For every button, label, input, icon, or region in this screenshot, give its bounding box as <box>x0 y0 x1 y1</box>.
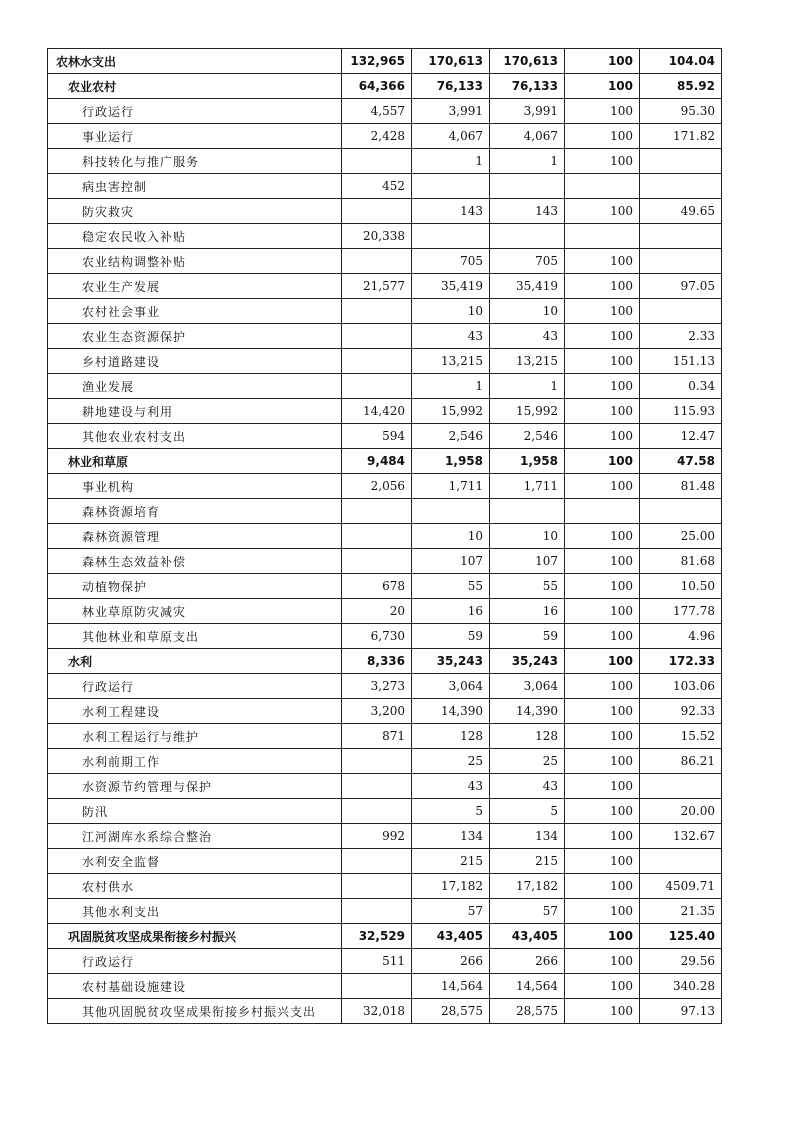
row-value-col-1: 594 <box>342 424 412 449</box>
row-item-name: 病虫害控制 <box>48 174 342 199</box>
row-value-col-2: 35,419 <box>412 274 490 299</box>
row-item-name: 农村社会事业 <box>48 299 342 324</box>
row-value-col-3: 5 <box>490 799 565 824</box>
row-item-name: 森林生态效益补偿 <box>48 549 342 574</box>
table-row <box>48 699 722 724</box>
row-value-col-1: 6,730 <box>342 624 412 649</box>
row-value-col-4: 100 <box>565 699 640 724</box>
row-value-col-5: 49.65 <box>640 199 722 224</box>
row-value-col-5: 115.93 <box>640 399 722 424</box>
row-value-col-1 <box>342 974 412 999</box>
row-value-col-3: 76,133 <box>490 74 565 99</box>
row-value-col-1: 21,577 <box>342 274 412 299</box>
table-row <box>48 249 722 274</box>
row-value-col-1 <box>342 524 412 549</box>
row-item-name: 巩固脱贫攻坚成果衔接乡村振兴 <box>48 924 342 949</box>
row-value-col-5: 29.56 <box>640 949 722 974</box>
row-value-col-4: 100 <box>565 874 640 899</box>
row-item-name: 行政运行 <box>48 674 342 699</box>
row-value-col-2: 1,711 <box>412 474 490 499</box>
row-item-name: 行政运行 <box>48 99 342 124</box>
row-item-name: 其他农业农村支出 <box>48 424 342 449</box>
row-value-col-4: 100 <box>565 249 640 274</box>
row-value-col-1: 2,428 <box>342 124 412 149</box>
row-value-col-4: 100 <box>565 824 640 849</box>
row-value-col-1 <box>342 349 412 374</box>
table-row-category <box>48 449 722 474</box>
table-row <box>48 499 722 524</box>
table-row <box>48 299 722 324</box>
row-item-name: 水利 <box>48 649 342 674</box>
row-value-col-2: 17,182 <box>412 874 490 899</box>
table-row <box>48 949 722 974</box>
row-value-col-1: 64,366 <box>342 74 412 99</box>
table-row <box>48 199 722 224</box>
row-item-name: 渔业发展 <box>48 374 342 399</box>
row-value-col-5 <box>640 224 722 249</box>
row-value-col-4: 100 <box>565 349 640 374</box>
row-value-col-3: 16 <box>490 599 565 624</box>
row-item-name: 科技转化与推广服务 <box>48 149 342 174</box>
row-value-col-3: 1 <box>490 149 565 174</box>
table-row <box>48 99 722 124</box>
row-value-col-2: 57 <box>412 899 490 924</box>
table-row <box>48 399 722 424</box>
row-value-col-5: 15.52 <box>640 724 722 749</box>
table-row <box>48 624 722 649</box>
row-item-name: 农林水支出 <box>48 49 342 74</box>
table-row <box>48 474 722 499</box>
row-value-col-5 <box>640 774 722 799</box>
row-value-col-5: 2.33 <box>640 324 722 349</box>
table-row <box>48 899 722 924</box>
row-value-col-4: 100 <box>565 649 640 674</box>
row-item-name: 耕地建设与利用 <box>48 399 342 424</box>
row-value-col-4: 100 <box>565 274 640 299</box>
row-value-col-5: 20.00 <box>640 799 722 824</box>
row-item-name: 事业运行 <box>48 124 342 149</box>
row-value-col-2: 10 <box>412 524 490 549</box>
row-value-col-5: 97.13 <box>640 999 722 1024</box>
row-value-col-2 <box>412 174 490 199</box>
row-value-col-4: 100 <box>565 799 640 824</box>
row-value-col-5: 81.68 <box>640 549 722 574</box>
row-value-col-4: 100 <box>565 924 640 949</box>
row-value-col-4: 100 <box>565 49 640 74</box>
row-item-name: 其他林业和草原支出 <box>48 624 342 649</box>
row-value-col-1: 511 <box>342 949 412 974</box>
row-item-name: 防灾救灾 <box>48 199 342 224</box>
row-value-col-4: 100 <box>565 524 640 549</box>
table-row <box>48 224 722 249</box>
row-value-col-2: 5 <box>412 799 490 824</box>
table-row <box>48 124 722 149</box>
row-value-col-5: 125.40 <box>640 924 722 949</box>
row-value-col-3: 28,575 <box>490 999 565 1024</box>
row-value-col-1 <box>342 899 412 924</box>
row-value-col-1: 992 <box>342 824 412 849</box>
row-value-col-2: 15,992 <box>412 399 490 424</box>
row-value-col-4: 100 <box>565 574 640 599</box>
row-item-name: 水利工程运行与维护 <box>48 724 342 749</box>
row-value-col-4: 100 <box>565 299 640 324</box>
row-value-col-2: 13,215 <box>412 349 490 374</box>
row-value-col-3: 25 <box>490 749 565 774</box>
row-value-col-3: 143 <box>490 199 565 224</box>
row-value-col-2: 705 <box>412 249 490 274</box>
table-row <box>48 999 722 1024</box>
row-item-name: 其他水利支出 <box>48 899 342 924</box>
row-value-col-5: 12.47 <box>640 424 722 449</box>
row-value-col-2: 4,067 <box>412 124 490 149</box>
row-value-col-1 <box>342 849 412 874</box>
row-value-col-2: 14,390 <box>412 699 490 724</box>
row-value-col-1: 32,529 <box>342 924 412 949</box>
row-value-col-3: 35,419 <box>490 274 565 299</box>
row-value-col-1: 9,484 <box>342 449 412 474</box>
table-row <box>48 849 722 874</box>
row-value-col-1 <box>342 199 412 224</box>
row-item-name: 防汛 <box>48 799 342 824</box>
row-value-col-1: 132,965 <box>342 49 412 74</box>
row-value-col-3: 43 <box>490 774 565 799</box>
budget-table <box>47 48 722 1024</box>
row-value-col-3: 215 <box>490 849 565 874</box>
row-value-col-4: 100 <box>565 74 640 99</box>
row-value-col-3: 59 <box>490 624 565 649</box>
row-value-col-4: 100 <box>565 899 640 924</box>
row-value-col-5: 172.33 <box>640 649 722 674</box>
table-row <box>48 874 722 899</box>
row-value-col-1: 20,338 <box>342 224 412 249</box>
row-value-col-5: 85.92 <box>640 74 722 99</box>
row-value-col-4: 100 <box>565 474 640 499</box>
row-item-name: 行政运行 <box>48 949 342 974</box>
row-value-col-3: 134 <box>490 824 565 849</box>
row-value-col-2: 35,243 <box>412 649 490 674</box>
row-value-col-2: 59 <box>412 624 490 649</box>
row-value-col-3: 17,182 <box>490 874 565 899</box>
row-item-name: 水利前期工作 <box>48 749 342 774</box>
row-value-col-2: 10 <box>412 299 490 324</box>
row-value-col-4: 100 <box>565 724 640 749</box>
row-value-col-5: 151.13 <box>640 349 722 374</box>
row-item-name: 林业草原防灾减灾 <box>48 599 342 624</box>
table-row <box>48 974 722 999</box>
row-value-col-1 <box>342 799 412 824</box>
row-value-col-3: 15,992 <box>490 399 565 424</box>
row-value-col-3: 170,613 <box>490 49 565 74</box>
row-value-col-5: 81.48 <box>640 474 722 499</box>
row-value-col-2: 1 <box>412 149 490 174</box>
table-row <box>48 549 722 574</box>
row-value-col-1 <box>342 374 412 399</box>
row-value-col-2: 43 <box>412 774 490 799</box>
row-value-col-1: 2,056 <box>342 474 412 499</box>
row-item-name: 水利安全监督 <box>48 849 342 874</box>
row-value-col-5: 86.21 <box>640 749 722 774</box>
row-value-col-3: 107 <box>490 549 565 574</box>
row-value-col-4: 100 <box>565 974 640 999</box>
row-value-col-1: 20 <box>342 599 412 624</box>
table-body <box>48 49 722 1024</box>
row-item-name: 林业和草原 <box>48 449 342 474</box>
row-value-col-2: 3,064 <box>412 674 490 699</box>
row-value-col-2: 128 <box>412 724 490 749</box>
table-row-category <box>48 74 722 99</box>
row-value-col-4 <box>565 174 640 199</box>
row-item-name: 农业生态资源保护 <box>48 324 342 349</box>
row-value-col-5: 25.00 <box>640 524 722 549</box>
row-item-name: 农业农村 <box>48 74 342 99</box>
row-value-col-4 <box>565 224 640 249</box>
table-row <box>48 599 722 624</box>
row-value-col-1 <box>342 499 412 524</box>
row-value-col-4: 100 <box>565 149 640 174</box>
row-value-col-5: 47.58 <box>640 449 722 474</box>
row-value-col-1: 3,200 <box>342 699 412 724</box>
row-value-col-4: 100 <box>565 849 640 874</box>
row-value-col-1 <box>342 299 412 324</box>
row-value-col-1 <box>342 549 412 574</box>
row-value-col-1 <box>342 149 412 174</box>
row-value-col-1 <box>342 324 412 349</box>
table-row-category <box>48 649 722 674</box>
row-item-name: 森林资源管理 <box>48 524 342 549</box>
row-value-col-5: 97.05 <box>640 274 722 299</box>
row-value-col-1: 678 <box>342 574 412 599</box>
row-value-col-3: 57 <box>490 899 565 924</box>
table-row <box>48 274 722 299</box>
row-value-col-3 <box>490 224 565 249</box>
row-item-name: 事业机构 <box>48 474 342 499</box>
row-value-col-5: 4.96 <box>640 624 722 649</box>
row-value-col-4: 100 <box>565 449 640 474</box>
row-value-col-3: 43,405 <box>490 924 565 949</box>
row-value-col-2: 43,405 <box>412 924 490 949</box>
row-value-col-5: 340.28 <box>640 974 722 999</box>
row-item-name: 动植物保护 <box>48 574 342 599</box>
row-value-col-3: 1 <box>490 374 565 399</box>
row-value-col-2: 25 <box>412 749 490 774</box>
row-value-col-4: 100 <box>565 999 640 1024</box>
row-value-col-4: 100 <box>565 99 640 124</box>
row-value-col-1 <box>342 874 412 899</box>
row-value-col-5 <box>640 249 722 274</box>
row-value-col-3 <box>490 174 565 199</box>
row-value-col-3: 35,243 <box>490 649 565 674</box>
table-row <box>48 149 722 174</box>
row-value-col-3: 705 <box>490 249 565 274</box>
row-item-name: 农村基础设施建设 <box>48 974 342 999</box>
row-item-name: 江河湖库水系综合整治 <box>48 824 342 849</box>
row-value-col-5 <box>640 149 722 174</box>
row-value-col-2: 2,546 <box>412 424 490 449</box>
table-row <box>48 749 722 774</box>
row-value-col-4: 100 <box>565 399 640 424</box>
row-value-col-4 <box>565 499 640 524</box>
row-value-col-3: 10 <box>490 299 565 324</box>
row-value-col-3: 2,546 <box>490 424 565 449</box>
table-row <box>48 674 722 699</box>
row-value-col-3: 55 <box>490 574 565 599</box>
row-value-col-5 <box>640 499 722 524</box>
row-value-col-2: 16 <box>412 599 490 624</box>
row-value-col-5: 177.78 <box>640 599 722 624</box>
row-value-col-2: 1,958 <box>412 449 490 474</box>
row-item-name: 农业结构调整补贴 <box>48 249 342 274</box>
row-value-col-3 <box>490 499 565 524</box>
row-value-col-4: 100 <box>565 949 640 974</box>
table-row <box>48 424 722 449</box>
row-value-col-3: 14,390 <box>490 699 565 724</box>
row-value-col-4: 100 <box>565 749 640 774</box>
table-row <box>48 524 722 549</box>
row-value-col-4: 100 <box>565 549 640 574</box>
row-value-col-5: 0.34 <box>640 374 722 399</box>
row-value-col-5: 4509.71 <box>640 874 722 899</box>
table-row <box>48 774 722 799</box>
table-row <box>48 174 722 199</box>
row-value-col-4: 100 <box>565 324 640 349</box>
row-value-col-5 <box>640 299 722 324</box>
row-value-col-3: 3,064 <box>490 674 565 699</box>
table-row <box>48 324 722 349</box>
row-value-col-2: 170,613 <box>412 49 490 74</box>
row-value-col-2 <box>412 224 490 249</box>
row-value-col-2: 143 <box>412 199 490 224</box>
row-value-col-1 <box>342 774 412 799</box>
row-value-col-1: 452 <box>342 174 412 199</box>
row-value-col-4: 100 <box>565 624 640 649</box>
table-row-category <box>48 924 722 949</box>
row-item-name: 水资源节约管理与保护 <box>48 774 342 799</box>
row-value-col-4: 100 <box>565 774 640 799</box>
row-value-col-5: 21.35 <box>640 899 722 924</box>
row-item-name: 稳定农民收入补贴 <box>48 224 342 249</box>
table-row <box>48 724 722 749</box>
row-value-col-4: 100 <box>565 374 640 399</box>
row-value-col-3: 10 <box>490 524 565 549</box>
row-value-col-1: 14,420 <box>342 399 412 424</box>
row-value-col-3: 43 <box>490 324 565 349</box>
row-value-col-5: 10.50 <box>640 574 722 599</box>
row-value-col-3: 3,991 <box>490 99 565 124</box>
row-value-col-1: 4,557 <box>342 99 412 124</box>
row-value-col-5: 132.67 <box>640 824 722 849</box>
table-row-total <box>48 49 722 74</box>
row-value-col-5: 104.04 <box>640 49 722 74</box>
row-value-col-2: 215 <box>412 849 490 874</box>
row-value-col-2: 3,991 <box>412 99 490 124</box>
row-value-col-3: 13,215 <box>490 349 565 374</box>
row-value-col-5 <box>640 849 722 874</box>
row-value-col-1: 3,273 <box>342 674 412 699</box>
table-row <box>48 799 722 824</box>
row-value-col-1: 8,336 <box>342 649 412 674</box>
table-row <box>48 349 722 374</box>
row-value-col-3: 14,564 <box>490 974 565 999</box>
row-value-col-1: 32,018 <box>342 999 412 1024</box>
row-value-col-2: 134 <box>412 824 490 849</box>
row-value-col-4: 100 <box>565 674 640 699</box>
row-value-col-3: 1,958 <box>490 449 565 474</box>
row-value-col-5 <box>640 174 722 199</box>
row-value-col-3: 128 <box>490 724 565 749</box>
row-value-col-3: 266 <box>490 949 565 974</box>
row-value-col-4: 100 <box>565 424 640 449</box>
row-value-col-2: 107 <box>412 549 490 574</box>
row-value-col-4: 100 <box>565 599 640 624</box>
row-item-name: 其他巩固脱贫攻坚成果衔接乡村振兴支出 <box>48 999 342 1024</box>
row-value-col-3: 1,711 <box>490 474 565 499</box>
row-item-name: 农业生产发展 <box>48 274 342 299</box>
row-item-name: 森林资源培育 <box>48 499 342 524</box>
row-item-name: 乡村道路建设 <box>48 349 342 374</box>
row-value-col-5: 171.82 <box>640 124 722 149</box>
row-value-col-4: 100 <box>565 124 640 149</box>
row-value-col-1 <box>342 249 412 274</box>
row-value-col-1 <box>342 749 412 774</box>
row-value-col-2: 76,133 <box>412 74 490 99</box>
table-row <box>48 574 722 599</box>
row-value-col-5: 95.30 <box>640 99 722 124</box>
row-value-col-2: 43 <box>412 324 490 349</box>
row-value-col-5: 92.33 <box>640 699 722 724</box>
row-item-name: 农村供水 <box>48 874 342 899</box>
row-value-col-2: 14,564 <box>412 974 490 999</box>
row-value-col-2 <box>412 499 490 524</box>
row-value-col-2: 55 <box>412 574 490 599</box>
row-value-col-2: 266 <box>412 949 490 974</box>
row-value-col-1: 871 <box>342 724 412 749</box>
row-value-col-4: 100 <box>565 199 640 224</box>
table-row <box>48 824 722 849</box>
row-value-col-2: 1 <box>412 374 490 399</box>
row-value-col-5: 103.06 <box>640 674 722 699</box>
row-value-col-3: 4,067 <box>490 124 565 149</box>
table-row <box>48 374 722 399</box>
row-item-name: 水利工程建设 <box>48 699 342 724</box>
row-value-col-2: 28,575 <box>412 999 490 1024</box>
